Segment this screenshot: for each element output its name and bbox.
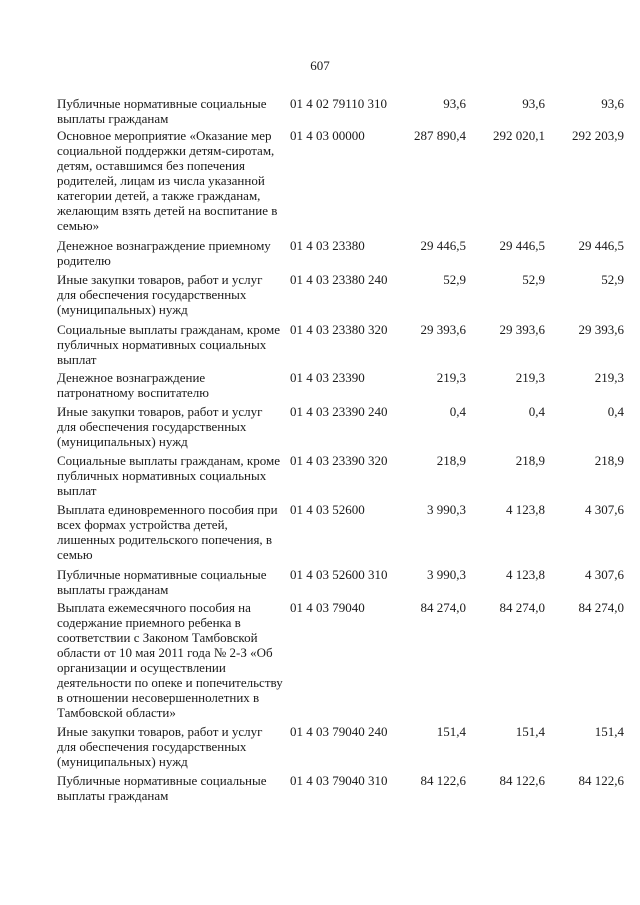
row-code: 01 4 03 23380 320 — [290, 322, 388, 337]
table-row — [0, 128, 640, 233]
table-row — [0, 773, 640, 803]
row-description: Публичные нормативные социальные выплаты гражданам — [57, 773, 267, 803]
row-value-3: 29 446,5 — [578, 238, 624, 253]
row-code: 01 4 03 52600 — [290, 502, 365, 517]
row-value-2: 29 446,5 — [499, 238, 545, 253]
row-value-3: 151,4 — [594, 724, 624, 739]
table-row — [0, 567, 640, 597]
table-row — [0, 502, 640, 562]
row-value-1: 0,4 — [449, 404, 466, 419]
row-value-2: 52,9 — [522, 272, 545, 287]
row-value-3: 29 393,6 — [578, 322, 624, 337]
row-description: Иные закупки товаров, работ и услуг для обеспечения государственных (муниципальных) нужд — [57, 272, 263, 317]
row-code: 01 4 03 23390 240 — [290, 404, 388, 419]
row-description: Социальные выплаты гражданам, кроме публичных нормативных социальных выплат — [57, 322, 280, 367]
row-code: 01 4 03 52600 310 — [290, 567, 388, 582]
row-value-2: 4 123,8 — [506, 567, 545, 582]
row-value-1: 29 393,6 — [420, 322, 466, 337]
row-value-3: 84 274,0 — [578, 600, 624, 615]
row-value-3: 84 122,6 — [578, 773, 624, 788]
row-value-2: 0,4 — [528, 404, 545, 419]
row-code: 01 4 03 23380 — [290, 238, 365, 253]
row-code: 01 4 03 79040 310 — [290, 773, 388, 788]
row-value-2: 151,4 — [515, 724, 545, 739]
table-row — [0, 238, 640, 268]
row-code: 01 4 03 23380 240 — [290, 272, 388, 287]
row-description: Иные закупки товаров, работ и услуг для обеспечения государственных (муниципальных) нужд — [57, 404, 263, 449]
row-value-1: 29 446,5 — [420, 238, 466, 253]
table-row — [0, 322, 640, 367]
row-description: Публичные нормативные социальные выплаты гражданам — [57, 96, 267, 126]
row-value-3: 0,4 — [607, 404, 624, 419]
row-value-1: 84 122,6 — [420, 773, 466, 788]
row-value-2: 84 274,0 — [499, 600, 545, 615]
row-description: Денежное вознаграждение патронатному воспитателю — [57, 370, 209, 400]
table-row — [0, 404, 640, 449]
row-description: Социальные выплаты гражданам, кроме публичных нормативных социальных выплат — [57, 453, 280, 498]
row-value-1: 84 274,0 — [420, 600, 466, 615]
row-description: Выплата ежемесячного пособия на содержание приемного ребенка в соответствии с Законом Тамбовской области от 10 мая 2011 года № 2-З «Об организации и осуществлении деятельности по опеке и попечительству в отношении несовершеннолетних в Тамбовской области» — [57, 600, 283, 720]
row-value-1: 151,4 — [436, 724, 466, 739]
table-row — [0, 724, 640, 769]
row-code: 01 4 03 79040 — [290, 600, 365, 615]
table-row — [0, 96, 640, 126]
row-code: 01 4 03 23390 — [290, 370, 365, 385]
row-value-1: 3 990,3 — [427, 567, 466, 582]
row-description: Выплата единовременного пособия при всех формах устройства детей, лишенных родительского попечения, в семью — [57, 502, 278, 562]
row-value-2: 29 393,6 — [499, 322, 545, 337]
row-description: Основное мероприятие «Оказание мер социальной поддержки детям-сиротам, детям, оставшимся без попечения родителей, лицам из числа указанной категории детей, а также гражданам, желающим взять детей на воспитание в семью» — [57, 128, 278, 233]
table-row — [0, 272, 640, 317]
row-value-3: 4 307,6 — [585, 502, 624, 517]
row-code: 01 4 03 79040 240 — [290, 724, 388, 739]
page-number: 607 — [310, 58, 330, 73]
row-value-2: 93,6 — [522, 96, 545, 111]
row-value-1: 3 990,3 — [427, 502, 466, 517]
row-value-2: 4 123,8 — [506, 502, 545, 517]
row-value-3: 219,3 — [594, 370, 624, 385]
row-value-3: 52,9 — [601, 272, 624, 287]
row-value-1: 52,9 — [443, 272, 466, 287]
row-value-2: 84 122,6 — [499, 773, 545, 788]
row-code: 01 4 03 00000 — [290, 128, 365, 143]
row-description: Денежное вознаграждение приемному родителю — [57, 238, 271, 268]
table-row — [0, 600, 640, 720]
row-value-1: 219,3 — [436, 370, 466, 385]
row-value-3: 218,9 — [594, 453, 624, 468]
row-value-2: 292 020,1 — [493, 128, 545, 143]
row-value-1: 218,9 — [436, 453, 466, 468]
row-value-1: 287 890,4 — [414, 128, 466, 143]
row-code: 01 4 02 79110 310 — [290, 96, 388, 111]
row-description: Иные закупки товаров, работ и услуг для обеспечения государственных (муниципальных) нужд — [57, 724, 263, 769]
row-code: 01 4 03 23390 320 — [290, 453, 388, 468]
row-value-3: 93,6 — [601, 96, 624, 111]
table-row — [0, 370, 640, 400]
row-value-2: 218,9 — [515, 453, 545, 468]
row-value-2: 219,3 — [515, 370, 545, 385]
row-value-1: 93,6 — [443, 96, 466, 111]
row-value-3: 292 203,9 — [572, 128, 624, 143]
row-value-3: 4 307,6 — [585, 567, 624, 582]
table-row — [0, 453, 640, 498]
row-description: Публичные нормативные социальные выплаты гражданам — [57, 567, 267, 597]
